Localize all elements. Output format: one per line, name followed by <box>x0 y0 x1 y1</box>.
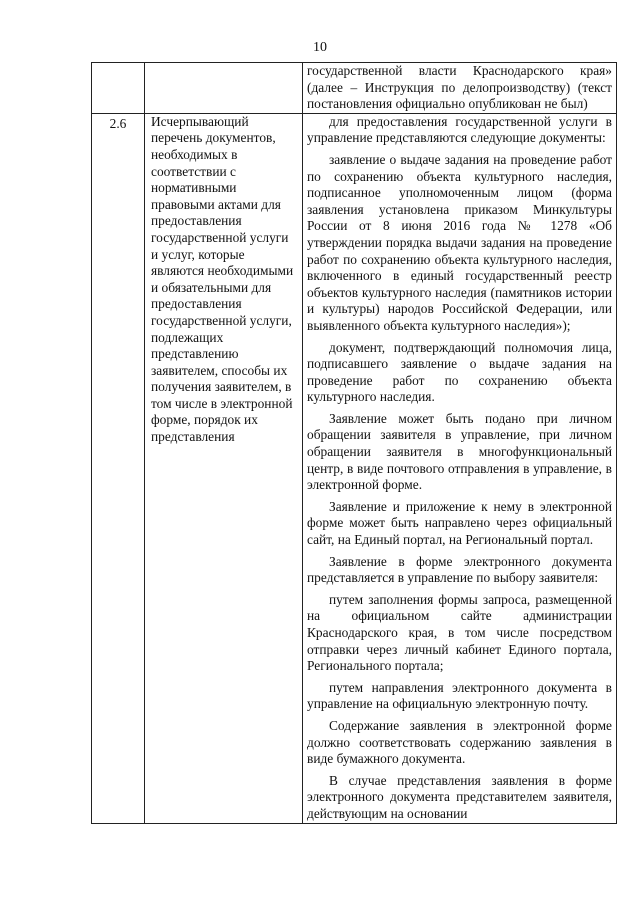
content-paragraph: заявление о выдаче задания на проведение работ по сохранению объекта культурного наследия, подписанное уполномоченным лицом (форма заявления установлена приказом Минкультуры России от 8 июня 2016 года № 1278 «Об утверждении порядка выдачи задания на проведение работ по сохранению объекта культурного наследия, включенного в единый государственный реестр объектов культурного наследия (памятников истории и культуры) народов Российской Федерации, или выявленного объекта культурного наследия»); <box>307 151 612 333</box>
content-paragraph: документ, подтверждающий полномочия лица, подписавшего заявление о выдаче задания на проведение работ по сохранению объекта культурного наследия. <box>307 339 612 405</box>
row-number-cell: 2.6 <box>92 113 145 823</box>
row-content-cell <box>303 63 617 114</box>
row-label-cell: Исчерпывающий перечень документов, необходимых в соответствии с нормативными правовыми актами для предоставления государственной услуги и услуг, которые являются необходимыми и обязательными для предоставления государственной услуги, подлежащих представлению заявителем, способы их получения заявителем, в том числе в электронной форме, порядок их представления <box>145 113 303 823</box>
content-paragraph: Содержание заявления в электронной форме должно соответствовать содержанию заявления в виде бумажного документа. <box>307 717 612 767</box>
content-paragraph: путем направления электронного документа в управление на официальную электронную почту. <box>307 679 612 712</box>
row-number-cell <box>92 63 145 114</box>
regulation-table <box>91 62 617 824</box>
content-paragraph: для предоставления государственной услуги в управление представляются следующие документы: <box>307 113 612 146</box>
content-paragraph: Заявление и приложение к нему в электронной форме может быть направлено через официальный сайт, на Единый портал, на Региональный портал. <box>307 498 612 548</box>
table-row <box>92 63 617 114</box>
content-paragraph: Заявление может быть подано при личном обращении заявителя в управление, при личном обращении заявителя в многофункциональный центр, в виде почтового отправления в управление, в электронной форме. <box>307 410 612 493</box>
table-row <box>92 113 617 823</box>
content-paragraph: В случае представления заявления в форме электронного документа представителем заявителя, действующим на основании <box>307 772 612 821</box>
content-paragraph: Заявление в форме электронного документа представляется в управление по выбору заявителя: <box>307 553 612 586</box>
content-paragraph: государственной власти Краснодарского края» (далее – Инструкция по делопроизводству) (текст постановления официально опубликован не был) <box>307 63 612 112</box>
row-label-cell <box>145 63 303 114</box>
row-content-cell <box>303 113 617 823</box>
page-number: 10 <box>313 40 327 55</box>
content-paragraph: путем заполнения формы запроса, размещенной на официальном сайте администрации Краснодарского края, в том числе посредством отправки через личный кабинет Единого портала, Регионального портала; <box>307 591 612 674</box>
